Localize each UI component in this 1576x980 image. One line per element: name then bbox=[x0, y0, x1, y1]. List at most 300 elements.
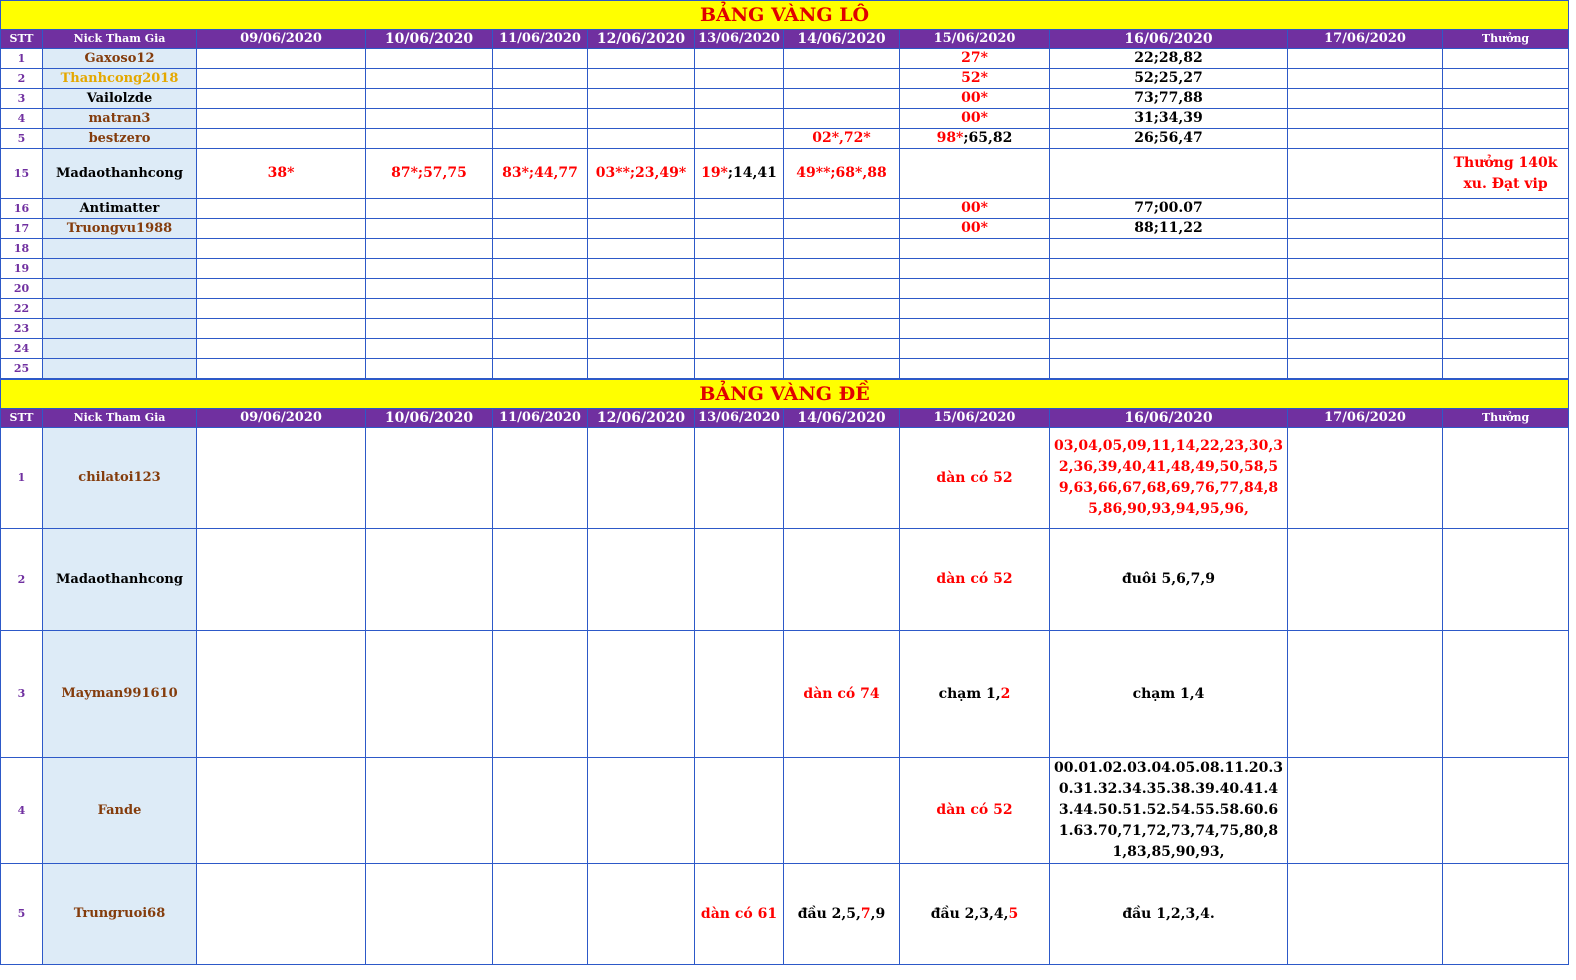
pick-text: 00* bbox=[961, 220, 988, 237]
row-stt: 1 bbox=[1, 49, 43, 69]
pick-cell bbox=[588, 631, 695, 758]
de-table bbox=[0, 379, 1569, 965]
pick-cell bbox=[900, 259, 1050, 279]
pick-text: dàn có 74 bbox=[803, 685, 880, 702]
reward-cell bbox=[1443, 299, 1569, 319]
header-date: 14/06/2020 bbox=[784, 409, 900, 428]
player-nick: Fande bbox=[43, 758, 197, 864]
pick-text: 52* bbox=[961, 70, 988, 87]
pick-cell bbox=[900, 69, 1050, 89]
pick-cell bbox=[1288, 631, 1443, 758]
pick-cell bbox=[1288, 428, 1443, 529]
pick-cell bbox=[366, 428, 493, 529]
pick-cell bbox=[1050, 69, 1288, 89]
pick-cell bbox=[1288, 339, 1443, 359]
header-stt: STT bbox=[1, 30, 43, 49]
pick-text: dàn có 52 bbox=[936, 571, 1013, 588]
pick-cell bbox=[493, 631, 588, 758]
pick-text: ;14,41 bbox=[727, 165, 777, 182]
lo-row bbox=[1, 239, 1569, 259]
pick-cell bbox=[695, 49, 784, 69]
pick-text: 5 bbox=[1008, 905, 1019, 922]
header-reward: Thưởng bbox=[1443, 30, 1569, 49]
pick-cell bbox=[900, 631, 1050, 758]
header-date: 09/06/2020 bbox=[197, 409, 366, 428]
pick-cell bbox=[900, 339, 1050, 359]
pick-cell bbox=[695, 239, 784, 259]
pick-cell bbox=[784, 758, 900, 864]
pick-cell bbox=[493, 279, 588, 299]
pick-text: đầu 1,2,3,4. bbox=[1122, 905, 1215, 922]
player-nick bbox=[43, 339, 197, 359]
pick-text: 77;00.07 bbox=[1134, 200, 1203, 217]
pick-text: 2 bbox=[1000, 685, 1011, 702]
pick-cell bbox=[588, 129, 695, 149]
lo-row bbox=[1, 69, 1569, 89]
pick-cell bbox=[588, 428, 695, 529]
reward-cell bbox=[1443, 239, 1569, 259]
pick-cell bbox=[366, 129, 493, 149]
pick-cell bbox=[493, 129, 588, 149]
reward-cell bbox=[1443, 428, 1569, 529]
pick-cell bbox=[588, 199, 695, 219]
pick-cell bbox=[784, 428, 900, 529]
lo-row bbox=[1, 319, 1569, 339]
pick-cell bbox=[588, 49, 695, 69]
pick-cell bbox=[900, 758, 1050, 864]
header-date: 13/06/2020 bbox=[695, 30, 784, 49]
pick-cell bbox=[695, 631, 784, 758]
reward-cell bbox=[1443, 339, 1569, 359]
row-stt: 4 bbox=[1, 109, 43, 129]
lo-row bbox=[1, 339, 1569, 359]
pick-cell bbox=[784, 631, 900, 758]
player-nick: chilatoi123 bbox=[43, 428, 197, 529]
pick-cell bbox=[588, 319, 695, 339]
pick-cell bbox=[493, 89, 588, 109]
lo-row bbox=[1, 219, 1569, 239]
pick-cell bbox=[366, 109, 493, 129]
player-nick: Gaxoso12 bbox=[43, 49, 197, 69]
pick-text: 88;11,22 bbox=[1134, 220, 1203, 237]
header-date: 10/06/2020 bbox=[366, 30, 493, 49]
pick-cell bbox=[784, 89, 900, 109]
pick-cell bbox=[1050, 259, 1288, 279]
reward-cell bbox=[1443, 631, 1569, 758]
reward-cell bbox=[1443, 359, 1569, 379]
pick-cell bbox=[695, 359, 784, 379]
pick-cell bbox=[1288, 49, 1443, 69]
pick-text: 7 bbox=[860, 905, 871, 922]
pick-text: 03,04,05,09,11,14,22,23,30,32,36,39,40,41,48,49,50,58,59,63,66,67,68,69,76,77,84,85,86,90,93,94,95,96, bbox=[1054, 438, 1283, 517]
player-nick: Truongvu1988 bbox=[43, 219, 197, 239]
pick-cell bbox=[695, 758, 784, 864]
pick-cell bbox=[493, 428, 588, 529]
de-row bbox=[1, 428, 1569, 529]
pick-cell bbox=[1050, 219, 1288, 239]
lo-title: BẢNG VÀNG LÔ bbox=[1, 1, 1569, 30]
pick-cell bbox=[695, 428, 784, 529]
pick-cell bbox=[493, 239, 588, 259]
pick-cell bbox=[588, 279, 695, 299]
pick-cell bbox=[900, 864, 1050, 965]
pick-cell bbox=[588, 864, 695, 965]
pick-cell bbox=[588, 219, 695, 239]
pick-cell bbox=[784, 109, 900, 129]
pick-cell bbox=[1050, 359, 1288, 379]
pick-cell bbox=[366, 49, 493, 69]
pick-cell bbox=[695, 864, 784, 965]
header-date: 16/06/2020 bbox=[1050, 30, 1288, 49]
reward-cell bbox=[1443, 109, 1569, 129]
pick-text: chạm 1,4 bbox=[1132, 685, 1205, 702]
pick-text: 22;28,82 bbox=[1134, 50, 1203, 67]
lo-table bbox=[0, 0, 1569, 379]
pick-text: ;65,82 bbox=[963, 130, 1013, 147]
pick-text: dàn có 61 bbox=[700, 905, 778, 922]
player-nick bbox=[43, 319, 197, 339]
pick-cell bbox=[1050, 864, 1288, 965]
row-stt: 2 bbox=[1, 529, 43, 631]
player-nick: bestzero bbox=[43, 129, 197, 149]
row-stt: 15 bbox=[1, 149, 43, 199]
header-date: 17/06/2020 bbox=[1288, 409, 1443, 428]
pick-cell bbox=[1288, 109, 1443, 129]
row-stt: 17 bbox=[1, 219, 43, 239]
header-date: 17/06/2020 bbox=[1288, 30, 1443, 49]
pick-cell bbox=[695, 219, 784, 239]
pick-text: Thưởng 140k xu. Đạt vip bbox=[1453, 154, 1558, 192]
pick-cell bbox=[900, 219, 1050, 239]
pick-cell bbox=[784, 319, 900, 339]
pick-text: dàn có 52 bbox=[936, 802, 1013, 819]
player-nick: matran3 bbox=[43, 109, 197, 129]
pick-cell bbox=[588, 758, 695, 864]
reward-cell bbox=[1443, 149, 1569, 199]
pick-cell bbox=[588, 239, 695, 259]
header-date: 11/06/2020 bbox=[493, 409, 588, 428]
reward-cell bbox=[1443, 864, 1569, 965]
pick-cell bbox=[493, 109, 588, 129]
row-stt: 22 bbox=[1, 299, 43, 319]
reward-cell bbox=[1443, 259, 1569, 279]
pick-cell bbox=[197, 149, 366, 199]
pick-cell bbox=[366, 529, 493, 631]
pick-cell bbox=[784, 864, 900, 965]
pick-cell bbox=[197, 89, 366, 109]
header-date: 15/06/2020 bbox=[900, 409, 1050, 428]
pick-cell bbox=[1288, 319, 1443, 339]
pick-cell bbox=[366, 279, 493, 299]
pick-cell bbox=[366, 199, 493, 219]
pick-cell bbox=[784, 69, 900, 89]
pick-cell bbox=[1288, 279, 1443, 299]
pick-cell bbox=[493, 149, 588, 199]
player-nick: Antimatter bbox=[43, 199, 197, 219]
de-row bbox=[1, 758, 1569, 864]
pick-cell bbox=[784, 339, 900, 359]
pick-cell bbox=[784, 149, 900, 199]
pick-cell bbox=[784, 299, 900, 319]
pick-cell bbox=[1050, 109, 1288, 129]
pick-cell bbox=[900, 359, 1050, 379]
lo-row bbox=[1, 359, 1569, 379]
pick-cell bbox=[197, 339, 366, 359]
player-nick bbox=[43, 359, 197, 379]
pick-cell bbox=[784, 129, 900, 149]
pick-cell bbox=[1050, 149, 1288, 199]
pick-cell bbox=[900, 129, 1050, 149]
pick-cell bbox=[197, 758, 366, 864]
pick-cell bbox=[588, 89, 695, 109]
pick-cell bbox=[197, 279, 366, 299]
pick-text: dàn có 52 bbox=[936, 469, 1013, 486]
lo-row bbox=[1, 199, 1569, 219]
pick-cell bbox=[900, 319, 1050, 339]
pick-cell bbox=[900, 109, 1050, 129]
row-stt: 4 bbox=[1, 758, 43, 864]
pick-cell bbox=[588, 339, 695, 359]
row-stt: 3 bbox=[1, 89, 43, 109]
reward-cell bbox=[1443, 758, 1569, 864]
header-date: 10/06/2020 bbox=[366, 409, 493, 428]
pick-cell bbox=[366, 359, 493, 379]
pick-cell bbox=[695, 259, 784, 279]
pick-cell bbox=[900, 299, 1050, 319]
player-nick: Mayman991610 bbox=[43, 631, 197, 758]
pick-cell bbox=[695, 89, 784, 109]
row-stt: 5 bbox=[1, 864, 43, 965]
pick-cell bbox=[1050, 239, 1288, 259]
pick-cell bbox=[197, 299, 366, 319]
pick-cell bbox=[900, 428, 1050, 529]
lo-row bbox=[1, 49, 1569, 69]
player-nick: Madaothanhcong bbox=[43, 149, 197, 199]
pick-cell bbox=[695, 109, 784, 129]
pick-cell bbox=[784, 529, 900, 631]
de-title: BẢNG VÀNG ĐỀ bbox=[1, 380, 1569, 409]
pick-cell bbox=[588, 359, 695, 379]
pick-cell bbox=[366, 631, 493, 758]
pick-cell bbox=[197, 428, 366, 529]
row-stt: 20 bbox=[1, 279, 43, 299]
pick-text: chạm 1, bbox=[938, 685, 1001, 702]
pick-cell bbox=[588, 299, 695, 319]
pick-cell bbox=[197, 199, 366, 219]
pick-cell bbox=[197, 319, 366, 339]
player-nick bbox=[43, 239, 197, 259]
pick-cell bbox=[366, 219, 493, 239]
pick-cell bbox=[366, 149, 493, 199]
pick-cell bbox=[695, 199, 784, 219]
lo-row bbox=[1, 259, 1569, 279]
de-row bbox=[1, 529, 1569, 631]
pick-cell bbox=[1288, 219, 1443, 239]
pick-cell bbox=[1050, 529, 1288, 631]
reward-cell bbox=[1443, 89, 1569, 109]
row-stt: 5 bbox=[1, 129, 43, 149]
pick-text: 98* bbox=[936, 130, 964, 147]
pick-cell bbox=[197, 529, 366, 631]
pick-text: ,9 bbox=[870, 905, 886, 922]
reward-cell bbox=[1443, 529, 1569, 631]
pick-cell bbox=[900, 149, 1050, 199]
pick-cell bbox=[1050, 758, 1288, 864]
header-date: 12/06/2020 bbox=[588, 409, 695, 428]
lo-row bbox=[1, 149, 1569, 199]
pick-cell bbox=[493, 69, 588, 89]
pick-text: đầu 2,3,4, bbox=[930, 905, 1009, 922]
pick-cell bbox=[366, 69, 493, 89]
pick-text: 73;77,88 bbox=[1134, 90, 1203, 107]
pick-cell bbox=[493, 359, 588, 379]
pick-text: 00* bbox=[961, 110, 988, 127]
pick-cell bbox=[1288, 259, 1443, 279]
pick-cell bbox=[493, 299, 588, 319]
header-date: 09/06/2020 bbox=[197, 30, 366, 49]
pick-cell bbox=[695, 279, 784, 299]
pick-cell bbox=[366, 864, 493, 965]
lo-row bbox=[1, 129, 1569, 149]
pick-cell bbox=[588, 529, 695, 631]
reward-cell bbox=[1443, 319, 1569, 339]
pick-cell bbox=[695, 149, 784, 199]
player-nick: Madaothanhcong bbox=[43, 529, 197, 631]
pick-text: đuôi 5,6,7,9 bbox=[1121, 571, 1216, 588]
pick-cell bbox=[493, 864, 588, 965]
reward-cell bbox=[1443, 49, 1569, 69]
pick-cell bbox=[1288, 69, 1443, 89]
pick-cell bbox=[1050, 279, 1288, 299]
pick-cell bbox=[366, 259, 493, 279]
pick-cell bbox=[588, 69, 695, 89]
pick-text: 27* bbox=[961, 50, 988, 67]
pick-cell bbox=[197, 259, 366, 279]
row-stt: 18 bbox=[1, 239, 43, 259]
pick-cell bbox=[197, 631, 366, 758]
pick-cell bbox=[197, 69, 366, 89]
pick-text: 83*;44,77 bbox=[502, 165, 578, 182]
pick-text: 38* bbox=[267, 165, 295, 182]
pick-cell bbox=[197, 129, 366, 149]
pick-cell bbox=[197, 219, 366, 239]
pick-cell bbox=[366, 339, 493, 359]
pick-cell bbox=[1050, 428, 1288, 529]
pick-cell bbox=[493, 758, 588, 864]
player-nick: Thanhcong2018 bbox=[43, 69, 197, 89]
pick-cell bbox=[900, 199, 1050, 219]
pick-cell bbox=[1050, 339, 1288, 359]
pick-cell bbox=[493, 219, 588, 239]
de-rows bbox=[1, 428, 1569, 965]
header-date: 12/06/2020 bbox=[588, 30, 695, 49]
pick-cell bbox=[493, 319, 588, 339]
pick-cell bbox=[493, 529, 588, 631]
pick-cell bbox=[1050, 129, 1288, 149]
pick-text: 87*;57,75 bbox=[391, 165, 467, 182]
pick-cell bbox=[900, 49, 1050, 69]
pick-cell bbox=[197, 864, 366, 965]
pick-cell bbox=[900, 529, 1050, 631]
pick-cell bbox=[1050, 199, 1288, 219]
pick-text: 00* bbox=[961, 200, 988, 217]
pick-cell bbox=[695, 339, 784, 359]
pick-cell bbox=[197, 49, 366, 69]
pick-cell bbox=[1288, 529, 1443, 631]
header-nick: Nick Tham Gia bbox=[43, 409, 197, 428]
row-stt: 19 bbox=[1, 259, 43, 279]
header-nick: Nick Tham Gia bbox=[43, 30, 197, 49]
pick-text: 26;56,47 bbox=[1134, 130, 1203, 147]
lo-row bbox=[1, 109, 1569, 129]
pick-cell bbox=[900, 89, 1050, 109]
pick-cell bbox=[1050, 49, 1288, 69]
pick-cell bbox=[366, 239, 493, 259]
pick-cell bbox=[366, 89, 493, 109]
pick-cell bbox=[1288, 149, 1443, 199]
pick-cell bbox=[784, 279, 900, 299]
pick-cell bbox=[366, 299, 493, 319]
row-stt: 3 bbox=[1, 631, 43, 758]
row-stt: 23 bbox=[1, 319, 43, 339]
player-nick: Trungruoi68 bbox=[43, 864, 197, 965]
row-stt: 24 bbox=[1, 339, 43, 359]
pick-cell bbox=[695, 299, 784, 319]
pick-cell bbox=[366, 758, 493, 864]
pick-text: 00* bbox=[961, 90, 988, 107]
pick-cell bbox=[197, 239, 366, 259]
pick-cell bbox=[784, 259, 900, 279]
pick-cell bbox=[784, 359, 900, 379]
de-header-row bbox=[1, 409, 1569, 428]
pick-cell bbox=[1050, 319, 1288, 339]
pick-cell bbox=[1288, 89, 1443, 109]
pick-cell bbox=[197, 109, 366, 129]
row-stt: 2 bbox=[1, 69, 43, 89]
reward-cell bbox=[1443, 69, 1569, 89]
pick-cell bbox=[784, 239, 900, 259]
pick-text: 31;34,39 bbox=[1134, 110, 1203, 127]
reward-cell bbox=[1443, 279, 1569, 299]
header-date: 16/06/2020 bbox=[1050, 409, 1288, 428]
pick-cell bbox=[900, 239, 1050, 259]
header-stt: STT bbox=[1, 409, 43, 428]
pick-cell bbox=[900, 279, 1050, 299]
pick-cell bbox=[1288, 129, 1443, 149]
header-date: 14/06/2020 bbox=[784, 30, 900, 49]
pick-text: 03**;23,49* bbox=[595, 165, 687, 182]
pick-cell bbox=[588, 259, 695, 279]
pick-text: 02*,72* bbox=[812, 130, 871, 147]
lo-row bbox=[1, 89, 1569, 109]
pick-cell bbox=[588, 109, 695, 129]
pick-cell bbox=[1288, 299, 1443, 319]
pick-cell bbox=[1288, 359, 1443, 379]
pick-text: 49**;68*,88 bbox=[796, 165, 887, 182]
reward-cell bbox=[1443, 219, 1569, 239]
pick-cell bbox=[695, 129, 784, 149]
reward-cell bbox=[1443, 199, 1569, 219]
player-nick bbox=[43, 259, 197, 279]
pick-cell bbox=[1288, 758, 1443, 864]
pick-cell bbox=[784, 199, 900, 219]
pick-cell bbox=[695, 69, 784, 89]
reward-cell bbox=[1443, 129, 1569, 149]
pick-text: 00.01.02.03.04.05.08.11.20.30.31.32.34.35.38.39.40.41.43.44.50.51.52.54.55.58.60.61.63.70,71,72,73,74,75,80,81,83,85,90,93, bbox=[1054, 760, 1283, 860]
row-stt: 25 bbox=[1, 359, 43, 379]
de-row bbox=[1, 864, 1569, 965]
pick-cell bbox=[784, 219, 900, 239]
